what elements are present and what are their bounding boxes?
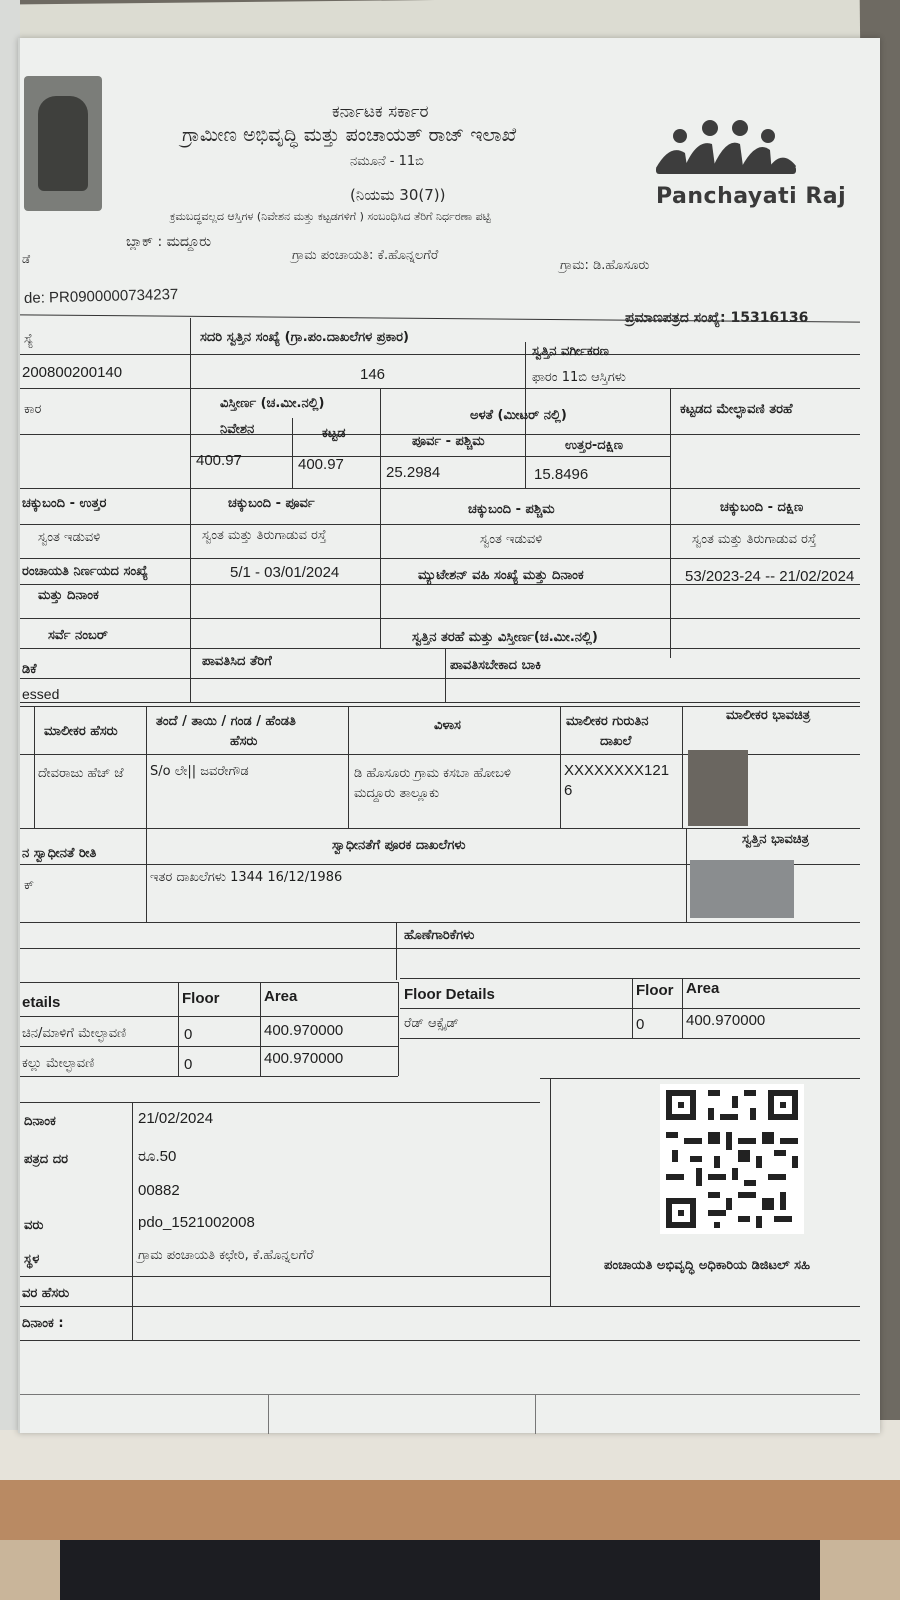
building-label: ಕಟ್ಟಡ (322, 426, 346, 441)
ownership-docs-value: ಇತರ ದಾಖಲೆಗಳು 1344 16/12/1986 (150, 870, 343, 885)
west-boundary-label: ಚಕ್ಕುಬಂದಿ - ಪಶ್ಚಿಮ (468, 502, 555, 517)
col-line (146, 706, 147, 828)
floor-row-floor: 0 (184, 1026, 193, 1043)
col-line (178, 982, 179, 1076)
ownership-mode-label: ನ ಸ್ವಾಧೀನತೆ ರೀತಿ (22, 846, 97, 861)
fee-label: ಪತ್ರದ ದರ (24, 1152, 68, 1167)
owner-id-2: 6 (564, 782, 573, 799)
date2-label: ದಿನಾಂಕ : (22, 1316, 64, 1331)
balance-label: ಪಾವತಿಸಬೇಕಾದ ಬಾಕಿ (450, 658, 542, 673)
folder-edge (0, 1480, 900, 1540)
taluk-name: ಬ್ಲಾಕ್ : ಮದ್ದೂರು (126, 234, 212, 250)
address-label: ವಿಳಾಸ (434, 718, 461, 733)
rule-line (400, 1038, 860, 1039)
sadari-value: 146 (360, 366, 386, 383)
owner-photo (688, 750, 748, 826)
floor-label: Floor (182, 990, 220, 1007)
rule-line (20, 1276, 550, 1277)
col-line (670, 388, 671, 658)
rule-line (20, 678, 860, 679)
col-line (445, 648, 446, 702)
floor-row-name: ಚಿನ/ಮಾಳಿಗೆ ಮೇಲ್ಛಾವಣಿ (22, 1026, 127, 1041)
owner-photo-label: ಮಾಲೀಕರ ಭಾವಚಿತ್ರ (726, 708, 811, 723)
floor-row-area: 400.970000 (264, 1022, 344, 1039)
rule-line (20, 922, 860, 923)
classification-value: ಫಾರಂ 11ಬಿ ಆಸ್ತಿಗಳು (532, 370, 626, 385)
assessed-label: essed (22, 686, 60, 702)
rule-line (20, 354, 860, 355)
floor-details-label: etails (22, 994, 61, 1011)
rule-number: (ನಿಯಮ 30(7)) (350, 186, 446, 204)
rule-line (540, 1078, 860, 1079)
form-subtitle: ಕ್ರಮಬದ್ಧವಲ್ಲದ ಆಸ್ತಿಗಳ (ನಿವೇಶನ ಮತ್ತು ಕಟ್ಟಡಗಳಿಗೆ ) ಸಂಬಂಧಿಸಿದ ತೆರಿಗೆ ನಿರ್ಧರಣಾ ಪಟ್ಟಿ (170, 210, 491, 223)
col-line (190, 318, 191, 702)
issued-by: pdo_1521002008 (138, 1214, 255, 1231)
place-label: ಸ್ಥಳ (24, 1252, 40, 1267)
rule-line (400, 1008, 860, 1009)
south-boundary: ಸ್ವಂತ ಮತ್ತು ತಿರುಗಾಡುವ ರಸ್ತೆ (692, 532, 817, 547)
site-label: ನಿವೇಶನ (220, 422, 255, 437)
rule-line (190, 456, 670, 457)
north-south-value: 15.8496 (534, 466, 589, 483)
resolution-label-2: ಮತ್ತು ದಿನಾಂಕ (38, 588, 99, 603)
survey-number-label: ಸರ್ವೆ ನಂಬರ್ (48, 628, 108, 643)
property-photo-label: ಸ್ವತ್ತಿನ ಭಾವಚಿತ್ರ (742, 832, 809, 847)
col-line (396, 922, 397, 980)
floor-row-name: ಕಲ್ಲು ಮೇಲ್ಛಾವಣಿ (22, 1056, 95, 1071)
place-value: ಗ್ರಾಮ ಪಂಚಾಯತಿ ಕಛೇರಿ, ಕೆ.ಹೊನ್ನಲಗೆರೆ (138, 1248, 314, 1263)
form-number: ನಮೂನೆ - 11ಬಿ (350, 154, 424, 169)
west-boundary: ಸ್ವಂತ ಇಡುವಳಿ (480, 532, 543, 547)
col-line (292, 418, 293, 488)
east-boundary-label: ಚಕ್ಕುಬಂದಿ - ಪೂರ್ವ (228, 496, 315, 511)
sadari-label: ಸದರಿ ಸ್ವತ್ತಿನ ಸಂಖ್ಯೆ (ಗ್ರಾ.ಪಂ.ದಾಖಲೆಗಳ ಪ್ರಕಾರ) (200, 330, 409, 345)
issue-date-label: ದಿನಾಂಕ (24, 1114, 56, 1129)
mutation-value: 53/2023-24 -- 21/02/2024 (685, 568, 855, 585)
rule-line (20, 1076, 398, 1077)
panchayati-raj-text: Panchayati Raj (656, 184, 847, 209)
floor-right-label: Floor (636, 982, 674, 999)
rule-line (20, 558, 860, 559)
owner-id: XXXXXXXX121 (564, 762, 670, 779)
id-label-2: ದಾಖಲೆ (600, 734, 632, 749)
col-line (260, 982, 261, 1076)
karnataka-emblem-icon (24, 76, 102, 211)
floor-row-area: 400.970000 (264, 1050, 344, 1067)
resolution-label: ರಂಚಾಯತಿ ನಿರ್ಣಯದ ಸಂಖ್ಯೆ (22, 564, 148, 579)
col-line (560, 706, 561, 828)
paid-tax-label: ಪಾವತಿಸಿದ ತೆರಿಗೆ (202, 654, 272, 669)
owner-name: ದೇವರಾಜು ಹೆಚ್ ಜೆ (38, 766, 124, 781)
floor-right-row-area: 400.970000 (686, 1012, 766, 1029)
govt-title: ಕರ್ನಾಟಕ ಸರ್ಕಾರ (332, 102, 429, 122)
ownership-mode-value: ಕ್ (24, 878, 35, 893)
area-col-label: Area (264, 988, 298, 1005)
qr-code (660, 1084, 804, 1234)
dimension-label: ಅಳತೆ (ಮೀಟರ್ ನಲ್ಲಿ) (470, 408, 567, 423)
owner-relation: S/o ಲೇ|| ಜವರೇಗೌಡ (150, 764, 249, 779)
property-photo (690, 860, 794, 918)
nature-area-label: ಸ್ವತ್ತಿನ ತರಹೆ ಮತ್ತು ವಿಸ್ತೀರ್ಣ(ಚ.ಮೀ.ನಲ್ಲಿ) (412, 630, 598, 645)
north-boundary: ಸ್ವಂತ ಇಡುವಳಿ (38, 530, 101, 545)
site-area: 400.97 (196, 452, 242, 469)
id-label: ಮಾಲೀಕರ ಗುರುತಿನ (566, 714, 649, 729)
ownership-docs-label: ಸ್ವಾಧೀನತೆಗೆ ಪೂರಕ ದಾಖಲೆಗಳು (332, 838, 466, 853)
owner-name-label: ಮಾಲೀಕರ ಹೆಸರು (44, 724, 118, 739)
rule-line (20, 618, 860, 619)
floor-right-row-name: ರೆಡ್ ಆಕ್ಸೈಡ್ (404, 1016, 459, 1031)
recipient-name-label: ವರ ಹೆಸರು (22, 1286, 70, 1301)
col-line (398, 982, 399, 1076)
form-11b-document (18, 38, 880, 1433)
east-west-label: ಪೂರ್ವ - ಪಶ್ಚಿಮ (412, 434, 485, 449)
rule-line (20, 1016, 398, 1017)
rule-line (20, 1046, 398, 1047)
col-line (34, 706, 35, 828)
rule-line (20, 388, 860, 389)
rule-line (20, 648, 860, 649)
relation-label-2: ಹೆಸರು (230, 734, 258, 749)
owner-address-2: ಮದ್ದೂರು ತಾಲ್ಲೂಕು (354, 786, 440, 801)
building-area: 400.97 (298, 456, 344, 473)
col-line (682, 978, 683, 1038)
type-label: ಕಾರ (24, 402, 42, 417)
property-code: de: PR0900000734237 (23, 285, 179, 308)
rule-line (400, 978, 860, 979)
col-line (686, 828, 687, 922)
rule-line (20, 702, 860, 703)
fee-value: ರೂ.50 (138, 1148, 177, 1165)
east-west-value: 25.2984 (386, 464, 441, 481)
rule-line (20, 1306, 860, 1307)
rule-line (20, 488, 860, 489)
left-binder-edge (0, 0, 20, 1430)
floor-details-right-label: Floor Details (404, 986, 495, 1003)
col-line (268, 1394, 269, 1434)
village-name: ಗ್ರಾಮ: ಡಿ.ಹೊಸೂರು (560, 258, 650, 273)
rule-line (20, 948, 860, 949)
paper-stack (0, 1420, 900, 1600)
floor-row-floor: 0 (184, 1056, 193, 1073)
keyboard-edge (60, 1540, 820, 1600)
col-line (132, 1102, 133, 1340)
digital-signature-label: ಪಂಚಾಯತಿ ಅಭಿವೃದ್ಧಿ ಅಧಿಕಾರಿಯ ಡಿಜಿಟಲ್ ಸಹಿ (604, 1258, 811, 1273)
col-line (380, 388, 381, 648)
receipt-number: 00882 (138, 1182, 180, 1199)
liabilities-label: ಹೊಣೆಗಾರಿಕೆಗಳು (404, 928, 475, 943)
resolution-value: 5/1 - 03/01/2024 (230, 564, 340, 581)
area-label: ವಿಸ್ತೀರ್ಣ (ಚ.ಮೀ.ನಲ್ಲಿ) (220, 396, 325, 411)
left-fragment: ಡೆ (22, 252, 31, 266)
east-boundary: ಸ್ವಂತ ಮತ್ತು ತಿರುಗಾಡುವ ರಸ್ತೆ (202, 528, 327, 543)
north-boundary-label: ಚಕ್ಕುಬಂದಿ - ಉತ್ತರ (22, 496, 107, 511)
rule-line (20, 1394, 860, 1395)
dept-title: ಗ್ರಾಮೀಣ ಅಭಿವೃದ್ಧಿ ಮತ್ತು ಪಂಚಾಯತ್ ರಾಜ್ ಇಲಾಖೆ (182, 124, 517, 146)
rule-line (20, 1102, 540, 1103)
col-no-label: ಸ್ಯೆ (24, 332, 34, 347)
col-line (535, 1394, 536, 1434)
rule-line (20, 524, 860, 525)
rule-line (20, 1340, 860, 1341)
floor-right-row-floor: 0 (636, 1016, 645, 1033)
property-number: 200800200140 (22, 364, 123, 381)
col-line (348, 706, 349, 828)
owner-address: ಡಿ ಹೊಸೂರು ಗ್ರಾಮ ಕಸಬಾ ಹೋಬಳಿ (354, 766, 511, 781)
classification-label: ಸ್ವತ್ತಿನ ವರ್ಗೀಕರಣ (532, 344, 609, 359)
certificate-number: ಪ್ರಮಾಣಪತ್ರದ ಸಂಖ್ಯೆ: 15316136 (625, 310, 809, 326)
dues-label: ಡಿಕೆ (22, 662, 37, 677)
col-line (682, 706, 683, 828)
gram-panchayat: ಗ್ರಾಮ ಪಂಚಾಯತಿ: ಕೆ.ಹೊನ್ನಲಗೆರೆ (292, 248, 439, 263)
mutation-label: ಮ್ಯುಟೇಶನ್ ವಹಿ ಸಂಖ್ಯೆ ಮತ್ತು ದಿನಾಂಕ (418, 568, 584, 583)
col-line (146, 828, 147, 922)
relation-label: ತಂದೆ / ತಾಯಿ / ಗಂಡ / ಹೆಂಡತಿ (156, 714, 296, 729)
rule-line (20, 982, 398, 983)
issued-by-label: ವರು (24, 1218, 44, 1233)
area-right-label: Area (686, 980, 720, 997)
issue-date: 21/02/2024 (138, 1110, 214, 1127)
col-line (550, 1078, 551, 1306)
col-line (632, 978, 633, 1038)
south-boundary-label: ಚಕ್ಕುಬಂದಿ - ದಕ್ಷಿಣ (720, 500, 804, 515)
north-south-label: ಉತ್ತರ-ದಕ್ಷಿಣ (565, 438, 624, 453)
roof-type-label: ಕಟ್ಟಡದ ಮೇಲ್ಛಾವಣಿ ತರಹೆ (680, 402, 793, 417)
